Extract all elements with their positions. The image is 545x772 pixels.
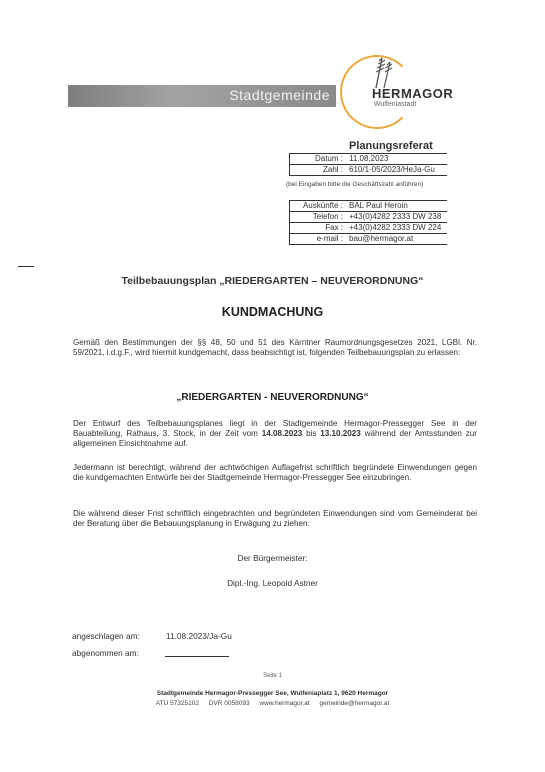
contact-table (289, 200, 447, 245)
footer-address: Stadtgemeinde Hermagor-Pressegger See, Wulfeniaplatz 1, 9620 Hermagor (156, 690, 389, 697)
footer-dvr: DVR 0058093 (208, 700, 250, 707)
table-row (290, 201, 448, 212)
display-period-paragraph (73, 419, 477, 449)
town-banner (68, 85, 336, 107)
ref-number-label: Zahl : (290, 165, 347, 176)
fax-label: Fax : (290, 223, 347, 234)
para2-text-a: Der Entwurf des Teilbebauungsplanes liegt in der Stadtgemeinde Hermagor-Pressegger See in der Bauabteilung, Rathaus, 3. Stock, in der Zeit vom (73, 419, 477, 438)
intro-paragraph: Gemäß den Bestimmungen der §§ 48, 50 und 51 des Kärntner Raumordnungsgesetzes 2021, LGBl. Nr. 59/2021, i.d.g.F., wird hiermit kundgemacht, dass beabsichtigt ist, folgenden Teilbebauungsplan zu erlassen: (73, 338, 477, 357)
table-row (290, 154, 448, 165)
phone-value: +43(0)4282 2333 DW 238 (346, 212, 447, 223)
ref-number-value: 610/1-05/2023/HeJa-Gu (346, 165, 447, 176)
date-value: 11.08.2023 (346, 154, 447, 165)
logo-name: HERMAGOR (372, 86, 454, 101)
footer-email: gemeinde@hermagor.at (319, 700, 390, 707)
contact-value: BAL Paul Heroin (346, 201, 447, 212)
posted-label: angeschlagen am: (72, 631, 140, 641)
signer-name: Dipl.-Ing. Leopold Astner (227, 578, 318, 588)
contact-label: Auskünfte : (290, 201, 347, 212)
para2-text-b: während der Amtsstunden zur allgemeinen Einsichtnahme auf. (73, 429, 477, 448)
wheat-logo-icon (368, 52, 398, 90)
removed-label: abgenommen am: (72, 648, 139, 658)
document-subject: Teilbebauungsplan „RIEDERGARTEN – NEUVERORDNUNG“ (121, 275, 424, 287)
table-row (290, 234, 448, 245)
reply-note: (bei Eingaben bitte die Geschäftszahl anführen) (286, 181, 424, 188)
council-paragraph: Die während dieser Frist schriftlich eingebrachten und begründeten Einwendungen sind vom Gemeinderat bei der Beratung über die Bebauungsplanung in Erwägung zu ziehen. (73, 509, 477, 528)
email-value: bau@hermagor.at (346, 234, 447, 245)
document-heading: KUNDMACHUNG (221, 305, 324, 319)
footer-web: www.hermagor.at (259, 700, 310, 707)
email-label: e-mail : (290, 234, 347, 245)
fold-mark (18, 266, 34, 267)
phone-label: Telefon : (290, 212, 347, 223)
table-row (290, 165, 448, 176)
date-label: Datum : (290, 154, 347, 165)
reference-table (289, 153, 447, 176)
plan-title: „RIEDERGARTEN - NEUVERORDNUNG“ (176, 392, 369, 403)
signer-role: Der Bürgermeister: (237, 553, 308, 563)
end-date: 13.10.2023 (320, 429, 361, 438)
start-date: 14.08.2023 (261, 429, 303, 438)
removed-date-line (165, 656, 229, 657)
page-number: Seite 1 (263, 673, 282, 679)
banner-text: Stadtgemeinde (229, 87, 330, 103)
logo-subtitle: Wulfeniastadt (374, 101, 417, 108)
objection-paragraph: Jedermann ist berechtigt, während der achtwöchigen Auflagefrist schriftlich begründete Einwendungen gegen die kundgemachten Entwürfe bei der Stadtgemeinde Hermagor-Pressegger See einzubringen. (73, 463, 477, 482)
para2-mid: bis (302, 429, 321, 438)
table-row (290, 212, 448, 223)
fax-value: +43(0)4282 2333 DW 224 (346, 223, 447, 234)
posted-value: 11.08.2023/Ja-Gu (166, 631, 232, 641)
table-row (290, 223, 448, 234)
footer-atu: ATU 57325102 (155, 700, 199, 707)
footer-ids (0, 700, 545, 707)
department-title: Planungsreferat (349, 140, 433, 152)
